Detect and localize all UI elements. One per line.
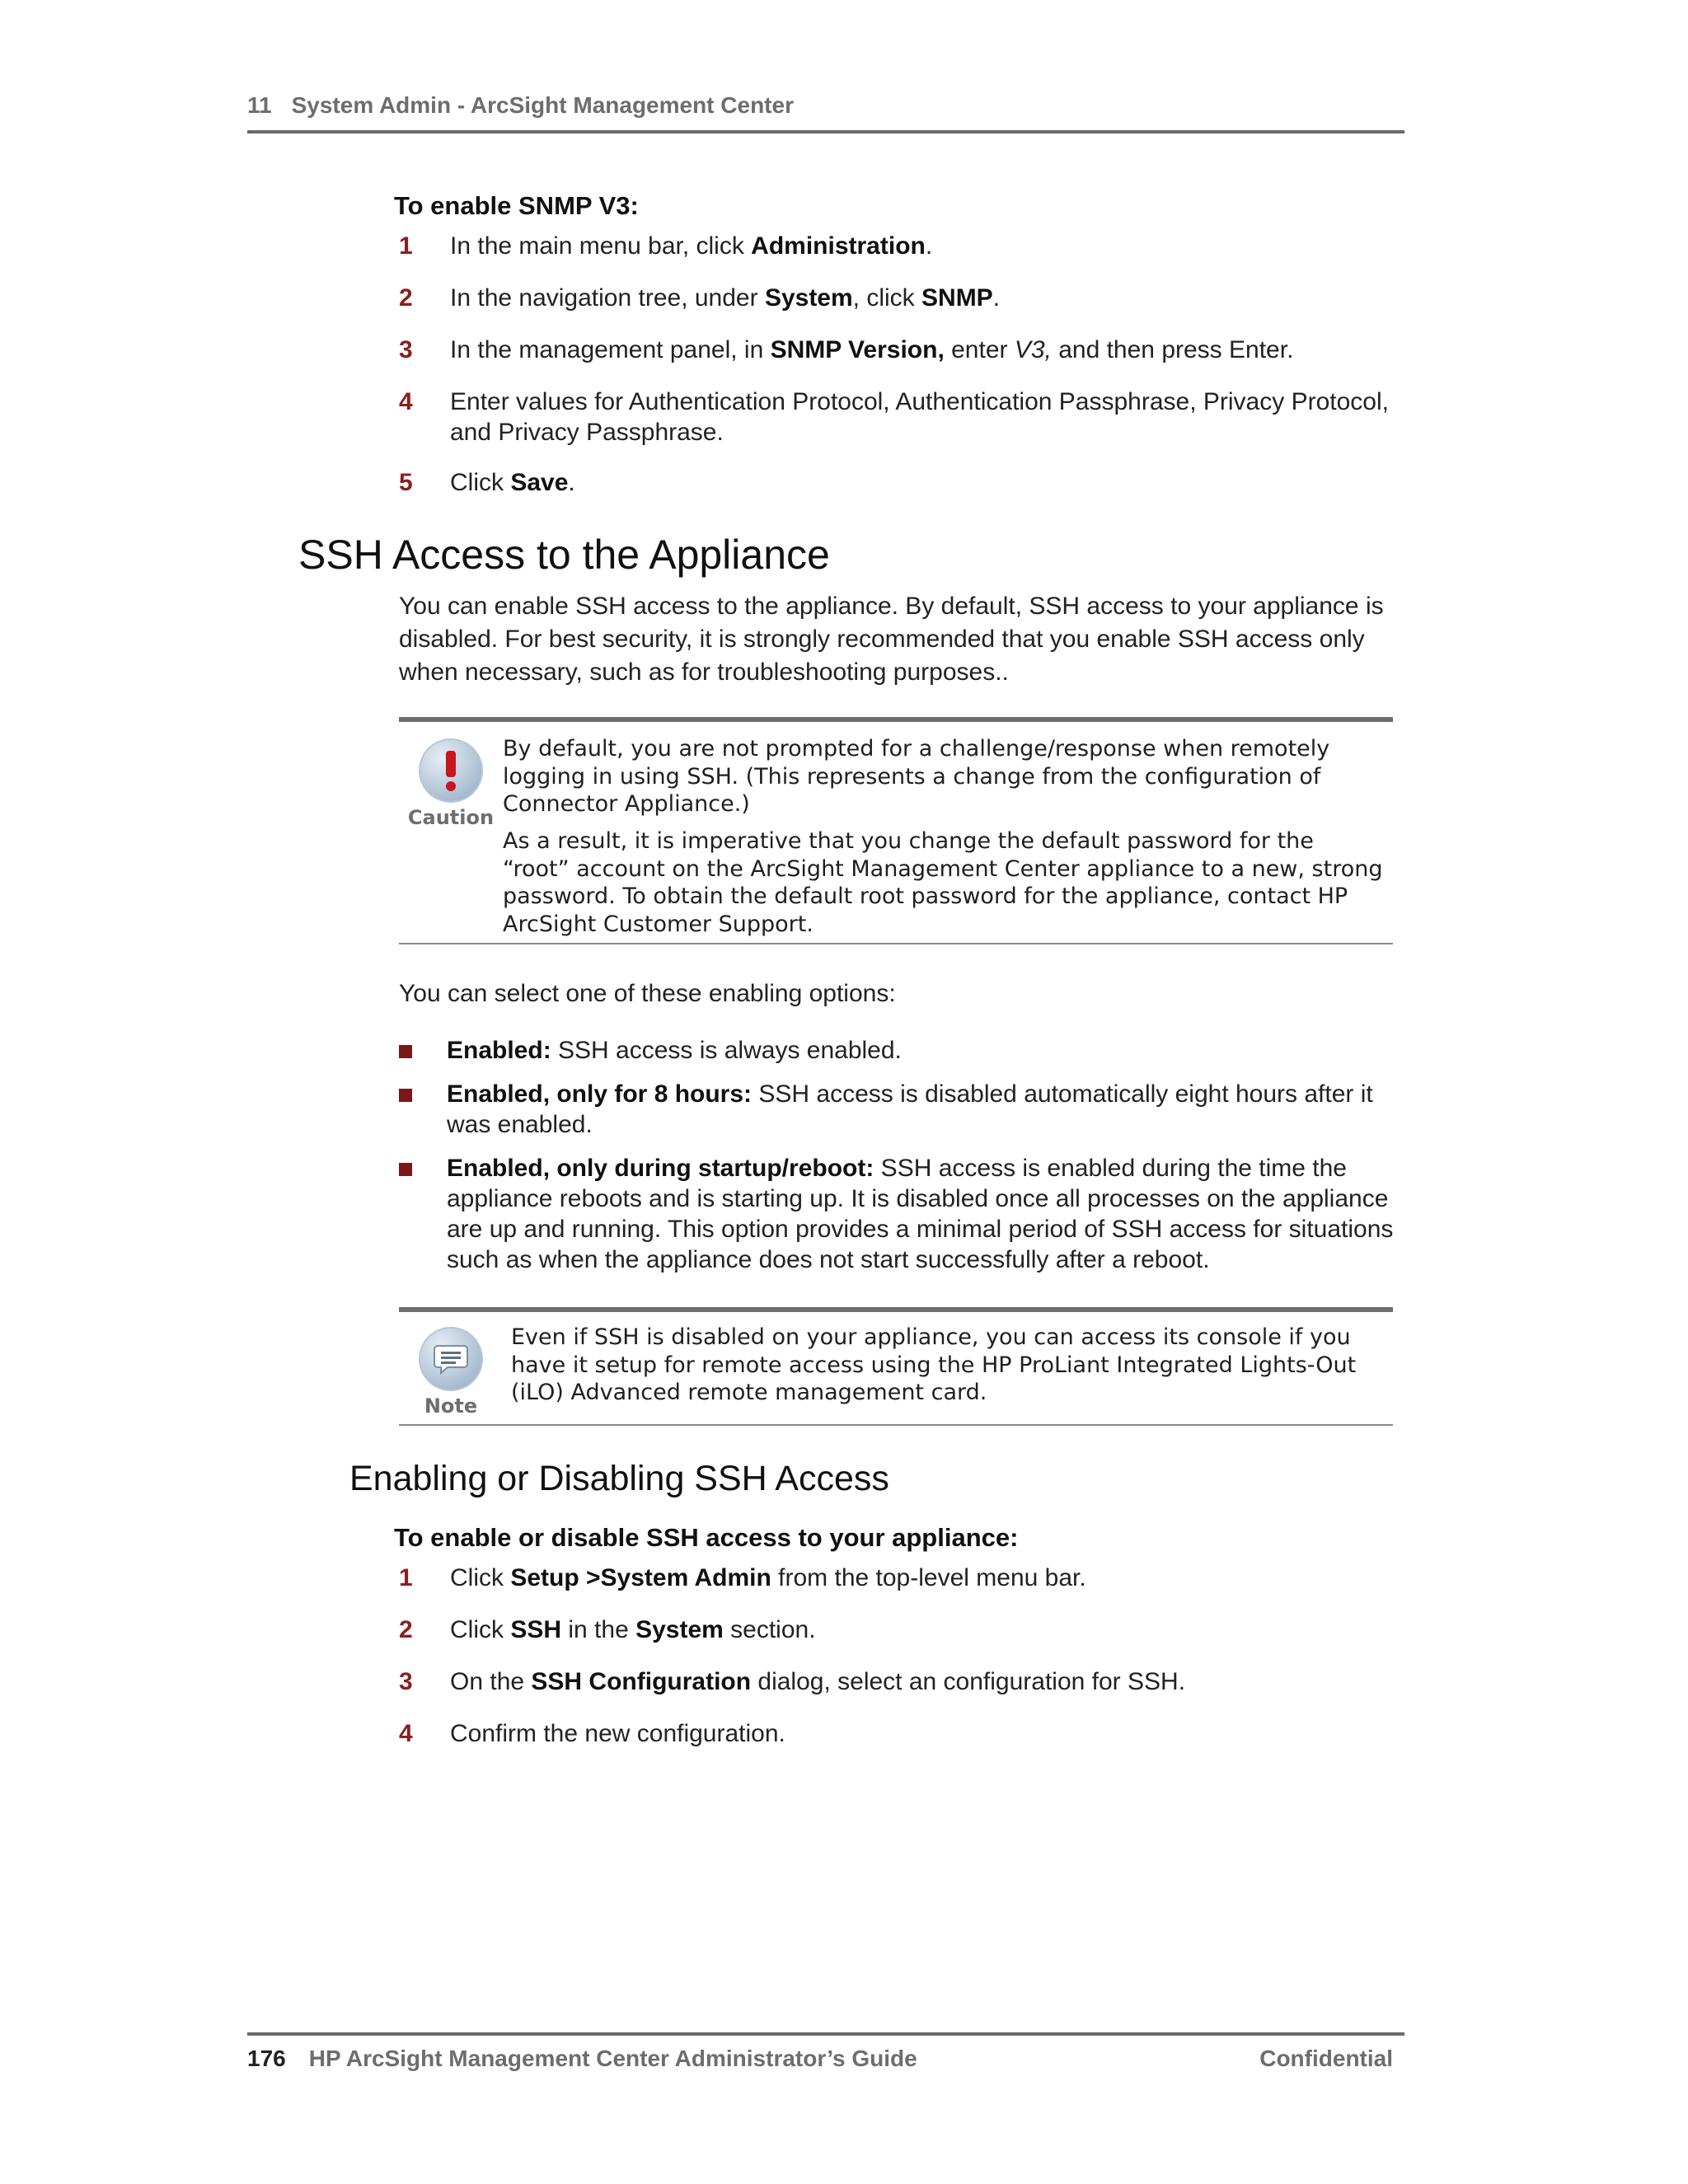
option-label: Enabled, only for 8 hours: [447, 1080, 753, 1108]
page-number: 176 [247, 2046, 286, 2071]
step-text: Click Setup >System Admin from the top-level menu bar. [450, 1564, 1086, 1591]
note-icon [419, 1327, 483, 1391]
caution-callout [399, 717, 1393, 944]
note-text: Even if SSH is disabled on your appliance, you can access its console if you have it setup for remote access using the HP ProLiant Integrated Lights-Out (iLO) Advanced remote management card. [511, 1324, 1357, 1405]
option-text: SSH access is disabled automatically eight hours after it was enabled. [447, 1080, 1373, 1138]
step-number: 2 [399, 284, 413, 312]
options-intro: You can select one of these enabling options: [399, 980, 896, 1007]
step-number: 2 [399, 1616, 413, 1643]
step-number: 3 [399, 1668, 413, 1695]
step-number: 1 [399, 1564, 413, 1591]
snmp-step-4 [399, 387, 1396, 448]
step-text: In the navigation tree, under System, click SNMP. [450, 284, 1001, 312]
chapter-title: System Admin - ArcSight Management Center [291, 92, 794, 118]
step-text: In the main menu bar, click Administration. [450, 232, 933, 260]
step-text: Click SSH in the System section. [450, 1616, 816, 1643]
option-label: Enabled: [447, 1037, 551, 1064]
bullet-marker [399, 1045, 412, 1058]
caution-icon [419, 738, 483, 803]
ssh-procedure-title: To enable or disable SSH access to your appliance: [394, 1523, 1019, 1552]
snmp-procedure-title: To enable SNMP V3: [394, 191, 639, 220]
caution-text-1: By default, you are not prompted for a challenge/response when remotely logging in using SSH. (This represents a change from the configuration of Connector Appliance.) [503, 736, 1330, 817]
ssh-intro-paragraph: You can enable SSH access to the appliance. By default, SSH access to your appliance is disabled. For best security, it is strongly recommended that you enable SSH access only when necessary, such as for troubleshooting purposes.. [399, 593, 1384, 686]
step-number: 3 [399, 336, 413, 363]
step-text: Click Save. [450, 469, 575, 496]
caution-text-2: As a result, it is imperative that you change the default password for the “root” account on the ArcSight Management Center appliance to a new, strong password. To obtain the default root password for the appliance, contact HP ArcSight Customer Support. [503, 828, 1383, 937]
step-number: 5 [399, 469, 413, 496]
page-footer [247, 2032, 1404, 2080]
step-number: 1 [399, 232, 413, 260]
note-icon-wrapper [406, 1327, 496, 1418]
step-number: 4 [399, 1720, 413, 1747]
step-text: Enter values for Authentication Protocol, Authentication Passphrase, Privacy Protocol, and Privacy Passphrase. [450, 388, 1389, 446]
guide-title: HP ArcSight Management Center Administrator’s Guide [308, 2046, 917, 2071]
note-label: Note [424, 1394, 478, 1418]
classification-label: Confidential [1259, 2046, 1393, 2071]
section-heading-ssh-access: SSH Access to the Appliance [298, 532, 830, 578]
page-header [247, 92, 1404, 134]
step-text: On the SSH Configuration dialog, select an configuration for SSH. [450, 1668, 1186, 1695]
option-text: SSH access is always enabled. [551, 1037, 902, 1064]
step-text: Confirm the new configuration. [450, 1720, 785, 1747]
caution-icon-wrapper [406, 738, 496, 829]
caution-label: Caution [407, 806, 495, 829]
step-number: 4 [399, 388, 413, 415]
section-heading-enable-disable-ssh: Enabling or Disabling SSH Access [349, 1459, 889, 1498]
note-callout [399, 1307, 1393, 1426]
chapter-number: 11 [247, 92, 272, 118]
option-label: Enabled, only during startup/reboot: [447, 1155, 874, 1182]
option-text: SSH access is enabled during the time the appliance reboots and is starting up. It is disabled once all processes on the appliance are up and running. This option provides a minimal period of SSH access for situations such as when the appliance does not start successfully after a reboot. [447, 1155, 1394, 1273]
step-text: In the management panel, in SNMP Version, enter V3, and then press Enter. [450, 336, 1294, 363]
bullet-marker [399, 1163, 412, 1176]
running-header [247, 92, 794, 119]
bullet-marker [399, 1089, 412, 1102]
